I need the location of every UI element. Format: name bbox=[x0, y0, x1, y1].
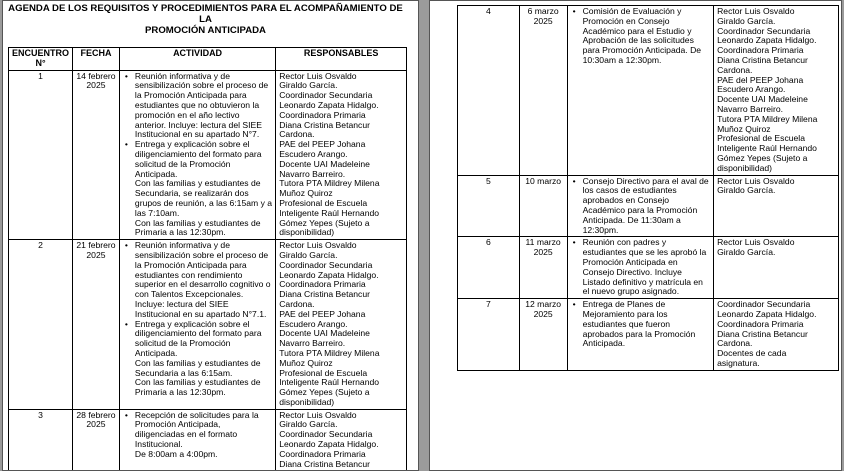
resp-line: Leonardo Zapata Hidalgo. bbox=[279, 100, 379, 110]
date-cell: 12 marzo 2025 bbox=[519, 299, 567, 371]
resp-line: asignatura. bbox=[717, 358, 760, 368]
encuentro-number: 7 bbox=[458, 299, 520, 371]
table-header-row bbox=[9, 48, 407, 71]
resp-line: Coordinadora Primaria bbox=[717, 46, 804, 56]
responsables-cell bbox=[714, 6, 839, 176]
resp-line: Gómez Yepes (Sujeto a bbox=[279, 218, 370, 228]
resp-line: Leonardo Zapata Hidalgo. bbox=[717, 309, 817, 319]
activity-bullet: • Entrega de Planes de Mejoramiento para los estudiantes que fueron aprobados para la Promoción Anticipada. bbox=[583, 300, 711, 349]
activity-bullet: • Reunión informativa y de sensibilización sobre el proceso de la Promoción Anticipada para estudiantes que no obtuvieron la promoción en el año lectivo anterior. Incluye: lectura del SIEE Institucional en su apartado N°7. bbox=[135, 72, 272, 141]
resp-line: Coordinador Secundaria bbox=[717, 26, 811, 36]
resp-line: Diana Cristina Betancur bbox=[279, 120, 370, 130]
encuentro-number: 4 bbox=[458, 6, 520, 176]
responsables-cell bbox=[714, 299, 839, 371]
resp-line: Cardona. bbox=[279, 130, 315, 140]
resp-line: PAE del PEEP Johana bbox=[279, 140, 366, 150]
activity-cell bbox=[567, 175, 714, 237]
activity-cell bbox=[119, 240, 275, 410]
activity-cell bbox=[119, 409, 275, 471]
resp-line: Giraldo García. bbox=[717, 186, 776, 196]
resp-line: Rector Luis Osvaldo bbox=[279, 410, 357, 420]
resp-line: Muñoz Quiroz bbox=[279, 189, 333, 199]
resp-line: Rector Luis Osvaldo bbox=[717, 238, 795, 248]
resp-line: Coordinadora Primaria bbox=[717, 319, 804, 329]
resp-line: disponibilidad) bbox=[717, 163, 773, 173]
encuentro-number: 5 bbox=[458, 175, 520, 237]
table-row bbox=[9, 409, 407, 471]
resp-line: Leonardo Zapata Hidalgo. bbox=[279, 440, 379, 450]
activity-note: Con las familias y estudiantes de Secundaria, se realizarán dos grupos de reunión, a las 6:15am y a las 7:10am. bbox=[134, 178, 273, 218]
resp-line: Navarro Barreiro. bbox=[279, 169, 346, 179]
resp-line: Diana Cristina Betancur bbox=[717, 329, 808, 339]
resp-line: Diana Cristina Betancur bbox=[717, 55, 808, 65]
resp-line: disponibilidad) bbox=[279, 228, 335, 238]
resp-line: Cardona. bbox=[717, 339, 753, 349]
resp-line: Leonardo Zapata Hidalgo. bbox=[717, 36, 817, 46]
resp-line: Navarro Barreiro. bbox=[279, 339, 346, 349]
resp-line: Tutora PTA Mildrey Milena bbox=[279, 179, 380, 189]
date-cell: 28 febrero 2025 bbox=[73, 409, 120, 471]
activity-bullet: • Comisión de Evaluación y Promoción en Consejo Académico para el Estudio y Aprobación de las solicitudes para Promoción Anticipada. De 10:30am a 12:30pm. bbox=[583, 7, 711, 66]
resp-line: Profesional de Escuela bbox=[279, 198, 368, 208]
resp-line: Giraldo García. bbox=[279, 250, 338, 260]
table-row bbox=[9, 240, 407, 410]
table-row bbox=[458, 237, 839, 299]
resp-line: Muñoz Quiroz bbox=[717, 124, 771, 134]
resp-line: Escudero Arango. bbox=[717, 85, 786, 95]
resp-line: Rector Luis Osvaldo bbox=[717, 7, 795, 16]
activity-bullet: • Reunión informativa y de sensibilización sobre el proceso de la Promoción Anticipada para estudiantes con rendimiento superior en el desarrollo cognitivo o con Talentos Excepcionales. Incluye: lectura del SIEE Institucional en su apartado N°7.1. bbox=[135, 241, 272, 319]
resp-line: Coordinadora Primaria bbox=[279, 110, 366, 120]
resp-line: Coordinador Secundaria bbox=[279, 91, 373, 101]
resp-line: PAE del PEEP Johana bbox=[279, 309, 366, 319]
activity-cell bbox=[567, 299, 714, 371]
resp-line: Coordinadora Primaria bbox=[279, 280, 366, 290]
resp-line: Inteligente Raúl Hernando bbox=[279, 378, 380, 388]
agenda-table-left bbox=[8, 47, 407, 471]
activity-bullet: • Reunión con padres y estudiantes que se les aprobó la Promoción Anticipada en Consejo Directivo. Incluye Listado definitivo y matrícula en el nuevo grupo asignado. bbox=[583, 238, 711, 297]
activity-bullet: • Entrega y explicación sobre el diligenciamiento del formato para solicitud de la Promoción Anticipada. bbox=[135, 320, 272, 359]
activity-bullet: • Entrega y explicación sobre el diligenciamiento del formato para solicitud de la Promoción Anticipada. bbox=[135, 140, 272, 179]
resp-line: Docente UAI Madeleine bbox=[717, 95, 808, 105]
resp-line: PAE del PEEP Johana bbox=[717, 75, 804, 85]
document-page-left bbox=[2, 0, 419, 471]
encuentro-number: 2 bbox=[9, 240, 73, 410]
activity-cell bbox=[567, 6, 714, 176]
resp-line: Muñoz Quiroz bbox=[279, 358, 333, 368]
resp-line: Coordinadora Primaria bbox=[279, 449, 366, 459]
responsables-cell bbox=[714, 175, 839, 237]
date-cell: 14 febrero 2025 bbox=[73, 70, 120, 240]
header-encuentro: ENCUENTRO N° bbox=[9, 48, 73, 71]
resp-line: Coordinador Secundaria bbox=[717, 300, 811, 310]
resp-line: Rector Luis Osvaldo bbox=[717, 176, 795, 186]
resp-line: Navarro Barreiro. bbox=[717, 104, 783, 114]
document-title bbox=[3, 3, 408, 36]
resp-line: Coordinador Secundaria bbox=[279, 260, 373, 270]
resp-line: Inteligente Raúl Hernando bbox=[279, 208, 380, 218]
header-fecha: FECHA bbox=[73, 48, 120, 71]
resp-line: disponibilidad) bbox=[279, 397, 335, 407]
title-line-2: PROMOCIÓN ANTICIPADA bbox=[145, 25, 266, 36]
resp-line: Giraldo García. bbox=[279, 81, 338, 91]
date-cell: 6 marzo 2025 bbox=[519, 6, 567, 176]
resp-line: Coordinador Secundaria bbox=[279, 430, 373, 440]
resp-line: Gómez Yepes (Sujeto a bbox=[717, 153, 808, 163]
agenda-table-right bbox=[457, 5, 839, 371]
responsables-cell bbox=[714, 237, 839, 299]
resp-line: Giraldo García. bbox=[717, 16, 776, 26]
activity-bullet: • Consejo Directivo para el aval de los casos de estudiantes aprobados en Consejo Académico para la Promoción Anticipada. De 11:30am a 12:30pm. bbox=[583, 177, 711, 236]
table-row bbox=[458, 175, 839, 237]
resp-line: Profesional de Escuela bbox=[279, 368, 368, 378]
resp-line: Profesional de Escuela bbox=[717, 134, 805, 144]
responsables-cell bbox=[276, 70, 407, 240]
resp-line: Escudero Arango. bbox=[279, 319, 348, 329]
resp-line: Diana Cristina Betancur bbox=[279, 459, 370, 469]
resp-line: Escudero Arango. bbox=[279, 149, 348, 159]
activity-note: Con las familias y estudiantes de Primaria a las 12:30pm. bbox=[134, 377, 261, 398]
resp-line: Rector Luis Osvaldo bbox=[279, 241, 357, 251]
table-row bbox=[458, 6, 839, 176]
table-row bbox=[458, 299, 839, 371]
resp-line: Tutora PTA Mildrey Milena bbox=[717, 114, 818, 124]
responsables-cell bbox=[276, 409, 407, 471]
encuentro-number: 3 bbox=[9, 409, 73, 471]
resp-line: Cardona. bbox=[717, 65, 753, 75]
resp-line: Cardona. bbox=[279, 299, 315, 309]
resp-line: Leonardo Zapata Hidalgo. bbox=[279, 270, 379, 280]
resp-line: Docente UAI Madeleine bbox=[279, 329, 370, 339]
resp-line: Inteligente Raúl Hernando bbox=[717, 144, 817, 154]
table-row bbox=[9, 70, 407, 240]
encuentro-number: 1 bbox=[9, 70, 73, 240]
activity-bullet: • Recepción de solicitudes para la Promoción Anticipada, diligenciadas en el formato Institucional. bbox=[135, 411, 272, 450]
date-cell: 11 marzo 2025 bbox=[519, 237, 567, 299]
activity-cell bbox=[567, 237, 714, 299]
resp-line: Rector Luis Osvaldo bbox=[279, 71, 357, 81]
resp-line: Gómez Yepes (Sujeto a bbox=[279, 388, 370, 398]
document-page-right bbox=[429, 0, 842, 471]
resp-line: Docente UAI Madeleine bbox=[279, 159, 370, 169]
responsables-cell bbox=[276, 240, 407, 410]
date-cell: 10 marzo bbox=[519, 175, 567, 237]
activity-note: Con las familias y estudiantes de Primaria a las 12:30pm. bbox=[134, 217, 261, 238]
activity-cell bbox=[119, 70, 275, 240]
header-actividad: ACTIVIDAD bbox=[119, 48, 275, 71]
activity-note: De 8:00am a 4:00pm. bbox=[134, 448, 218, 459]
resp-line: Giraldo García. bbox=[717, 248, 776, 258]
resp-line: Docentes de cada bbox=[717, 349, 787, 359]
resp-line: Tutora PTA Mildrey Milena bbox=[279, 348, 380, 358]
activity-note: Con las familias y estudiantes de Secundaria a las 6:15am. bbox=[134, 357, 261, 378]
resp-line: Diana Cristina Betancur bbox=[279, 290, 370, 300]
date-cell: 21 febrero 2025 bbox=[73, 240, 120, 410]
title-line-1: AGENDA DE LOS REQUISITOS Y PROCEDIMIENTOS PARA EL ACOMPAÑAMIENTO DE LA bbox=[8, 3, 403, 25]
header-responsables: RESPONSABLES bbox=[276, 48, 407, 71]
encuentro-number: 6 bbox=[458, 237, 520, 299]
resp-line: Giraldo García. bbox=[279, 420, 338, 430]
